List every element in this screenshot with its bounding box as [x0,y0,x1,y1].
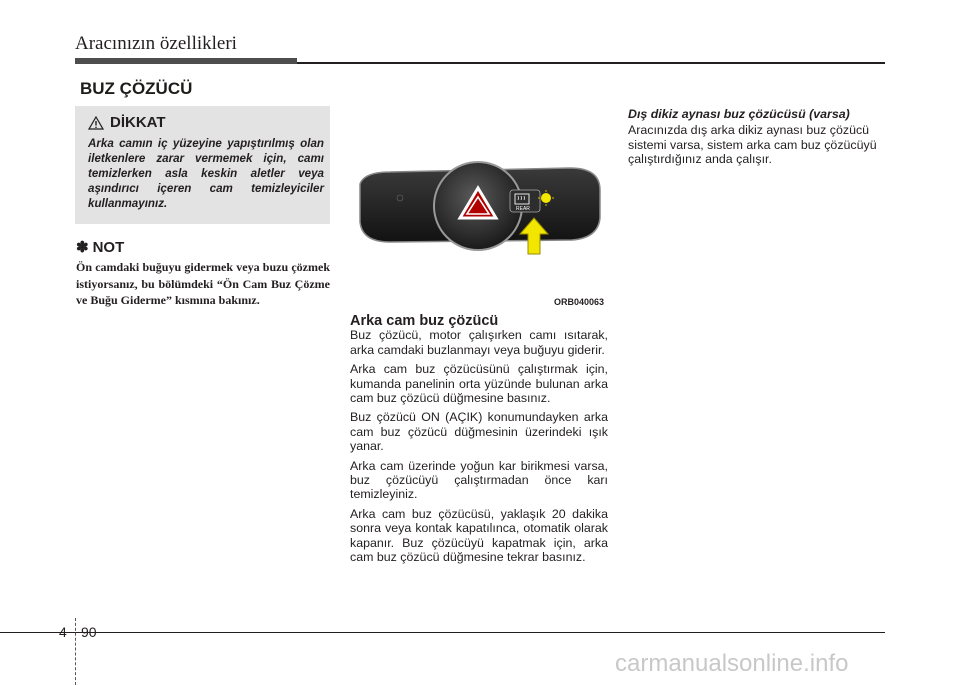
note-heading-text: NOT [92,238,125,256]
rear-defroster-paragraph-4: Arka cam üzerinde yoğun kar birikmesi varsa, buz çözücüyü çalıştırmadan önce karı temizleyiniz. [350,458,608,502]
mirror-defroster-text: Aracınızda dış arka dikiz aynası buz çözücü sistemi varsa, sistem arka cam buz çözücüyü çalıştırdığınız anda çalışır. [628,123,877,167]
figure-caption: ORB040063 [553,297,604,307]
note-symbol: ✽ [76,239,89,256]
rear-defroster-paragraph-5: Arka cam buz çözücüsü, yaklaşık 20 dakika sonra veya kontak kapatılınca, otomatik olarak kapanır. Buz çözücüyü kapatmak için, arka cam buz çözücü düğmesine tekrar basınız. [350,506,608,565]
header-rule [297,62,885,64]
note-heading [76,238,124,256]
caution-text: Arka camın iç yüzeyine yapıştırılmış olan iletkenlere zarar vermemek için, camı temizlerken asla keskin aletler veya aşındırıcı içeren cam temizleyiciler kullanmayınız. [88,137,324,210]
rear-defroster-paragraph-2: Arka cam buz çözücüsünü çalıştırmak için, kumanda panelinin orta yüzünde bulunan arka cam buz çözücü düğmesine basınız. [350,362,608,406]
chapter-number: 4 [59,624,67,640]
rear-defroster-paragraph-1: Buz çözücü, motor çalışırken camı ısıtarak, arka camdaki buzlanmayı veya buğuyu giderir. [350,328,608,357]
section-title: BUZ ÇÖZÜCÜ [80,79,193,98]
rear-defroster-section [350,314,608,570]
mirror-defroster-heading: Dış dikiz aynası buz çözücüsü (varsa) [628,107,850,121]
footer-divider [75,618,76,685]
rear-defroster-paragraph-3: Buz çözücü ON (AÇIK) konumundayken arka cam buz çözücü düğmesinin üzerindeki ışık yanar. [350,410,608,454]
figure-photo [350,106,608,310]
caution-heading-text: DİKKAT [110,114,166,131]
footer-rule [0,632,885,633]
note-text: Ön camdaki buğuyu gidermek veya buzu çözmek istiyorsanız, bu bölümdeki “Ön Cam Buz Çözme ve Buğu Giderme” kısmına bakınız. [76,260,330,307]
rear-button-label: REAR [516,206,530,212]
header-bar [75,58,297,64]
page-number: 90 [81,624,97,640]
watermark: carmanualsonline.info [615,650,849,677]
control-panel-illustration [350,106,608,310]
warning-triangle-icon [88,116,104,130]
header-title: Aracınızın özellikleri [75,33,237,54]
caution-heading [88,114,166,131]
mirror-defroster-section [628,107,885,167]
rear-defroster-heading: Arka cam buz çözücü [350,313,499,329]
